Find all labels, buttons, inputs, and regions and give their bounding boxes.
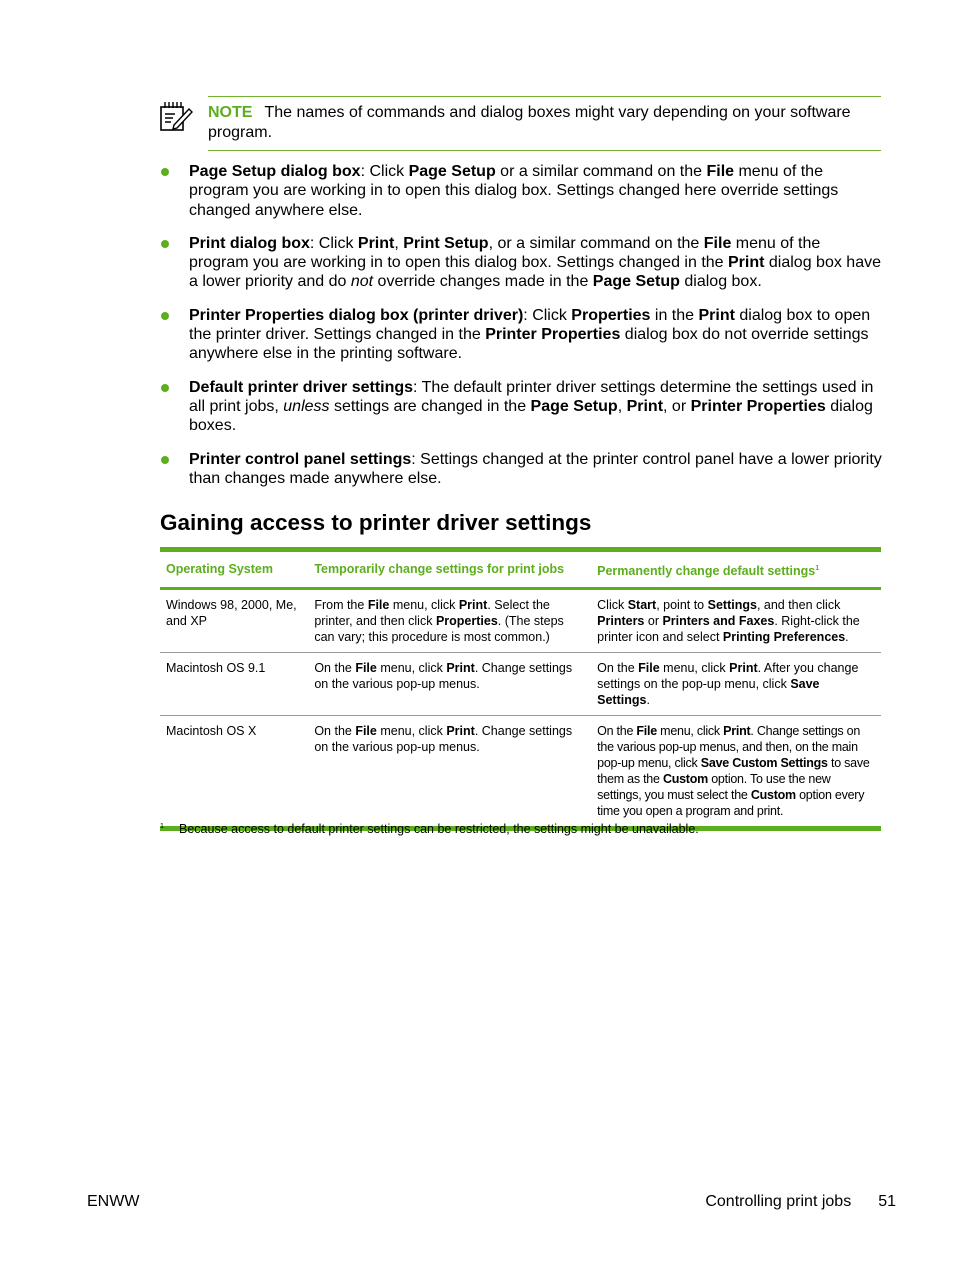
- column-header-permanent: Permanently change default settings$^1$: [597, 564, 820, 579]
- footnote-mark: 1: [815, 565, 820, 572]
- table-row: [160, 589, 881, 653]
- list-item: Page Setup dialog box: Click Page Setup or a similar command on the File menu of the program you are working in to open this dialog box. Settings changed here override settings changed anywhere else.: [160, 162, 882, 220]
- bullet-term: Default printer driver settings: [189, 378, 414, 396]
- os-cell: Macintosh OS 9.1: [166, 661, 266, 676]
- table-header-row: [160, 550, 881, 589]
- bullet-icon: [161, 240, 169, 248]
- os-cell: Windows 98, 2000, Me, and XP: [166, 598, 297, 629]
- settings-bullet-list: [160, 162, 882, 502]
- bullet-term: Print dialog box: [189, 234, 310, 252]
- table-footnote: [160, 821, 699, 837]
- footnote-text: Because access to default printer settings can be restricted, the settings might be unavailable.: [179, 822, 699, 836]
- table-row: [160, 716, 881, 829]
- bullet-term: Printer Properties dialog box (printer driver): [189, 306, 524, 324]
- bullet-term: Page Setup dialog box: [189, 163, 361, 180]
- page-number: 51: [878, 1193, 896, 1210]
- permanent-cell: Click Start, point to Settings, and then click Printers or Printers and Faxes. Right-click the printer icon and select Printing Preferences.: [597, 598, 860, 645]
- footer-right: [705, 1193, 896, 1211]
- temporary-cell: On the File menu, click Print. Change settings on the various pop-up menus.: [314, 724, 573, 755]
- os-cell: Macintosh OS X: [166, 724, 257, 739]
- temporary-cell: From the File menu, click Print. Select the printer, and then click Properties. (The steps can vary; this procedure is most common.): [314, 598, 564, 645]
- note-icon: [158, 98, 194, 134]
- list-item: Default printer driver settings: The default printer driver settings determine the settings used in all print jobs, unless settings are changed in the Page Setup, Print, or Printer Properties dialog boxes.: [160, 378, 882, 436]
- bullet-icon: [161, 384, 169, 392]
- permanent-cell: On the File menu, click Print. Change settings on the various pop-up menus, and then, on the main pop-up menu, click Save Custom Settings to save them as the Custom option. To use the new settings, you must select the Custom option every time you open a program and print.: [597, 724, 870, 819]
- temporary-cell: On the File menu, click Print. Change settings on the various pop-up menus.: [314, 661, 573, 692]
- table-row: [160, 653, 881, 716]
- column-header-os: Operating System: [166, 562, 273, 576]
- permanent-cell: On the File menu, click Print. After you change settings on the pop-up menu, click Save Settings.: [597, 661, 859, 708]
- bullet-icon: [161, 312, 169, 320]
- bullet-icon: [161, 456, 169, 464]
- footer-left: ENWW: [87, 1193, 140, 1210]
- list-item: Printer control panel settings: Settings changed at the printer control panel have a lower priority than changes made anywhere else.: [160, 450, 882, 489]
- note-box: [208, 96, 881, 151]
- bullet-icon: [161, 168, 169, 176]
- note-label: NOTE: [208, 104, 253, 121]
- bullet-term: Printer control panel settings: [189, 450, 412, 468]
- section-heading: Gaining access to printer driver settings: [160, 510, 592, 535]
- footer-section-title: Controlling print jobs: [705, 1193, 852, 1210]
- settings-table: [160, 547, 881, 831]
- list-item: Printer Properties dialog box (printer driver): Click Properties in the Print dialog box to open the printer driver. Settings changed in the Printer Properties dialog box do not override settings anywhere else in the printing software.: [160, 306, 882, 364]
- note-text: The names of commands and dialog boxes might vary depending on your software program.: [208, 104, 851, 141]
- list-item: Print dialog box: Click Print, Print Setup, or a similar command on the File menu of the program you are working in to open this dialog box. Settings changed in the Print dialog box have a lower priority and do not override changes made in the Page Setup dialog box.: [160, 234, 882, 292]
- column-header-temporary: Temporarily change settings for print jobs: [314, 562, 565, 576]
- footnote-mark: 1: [160, 823, 164, 830]
